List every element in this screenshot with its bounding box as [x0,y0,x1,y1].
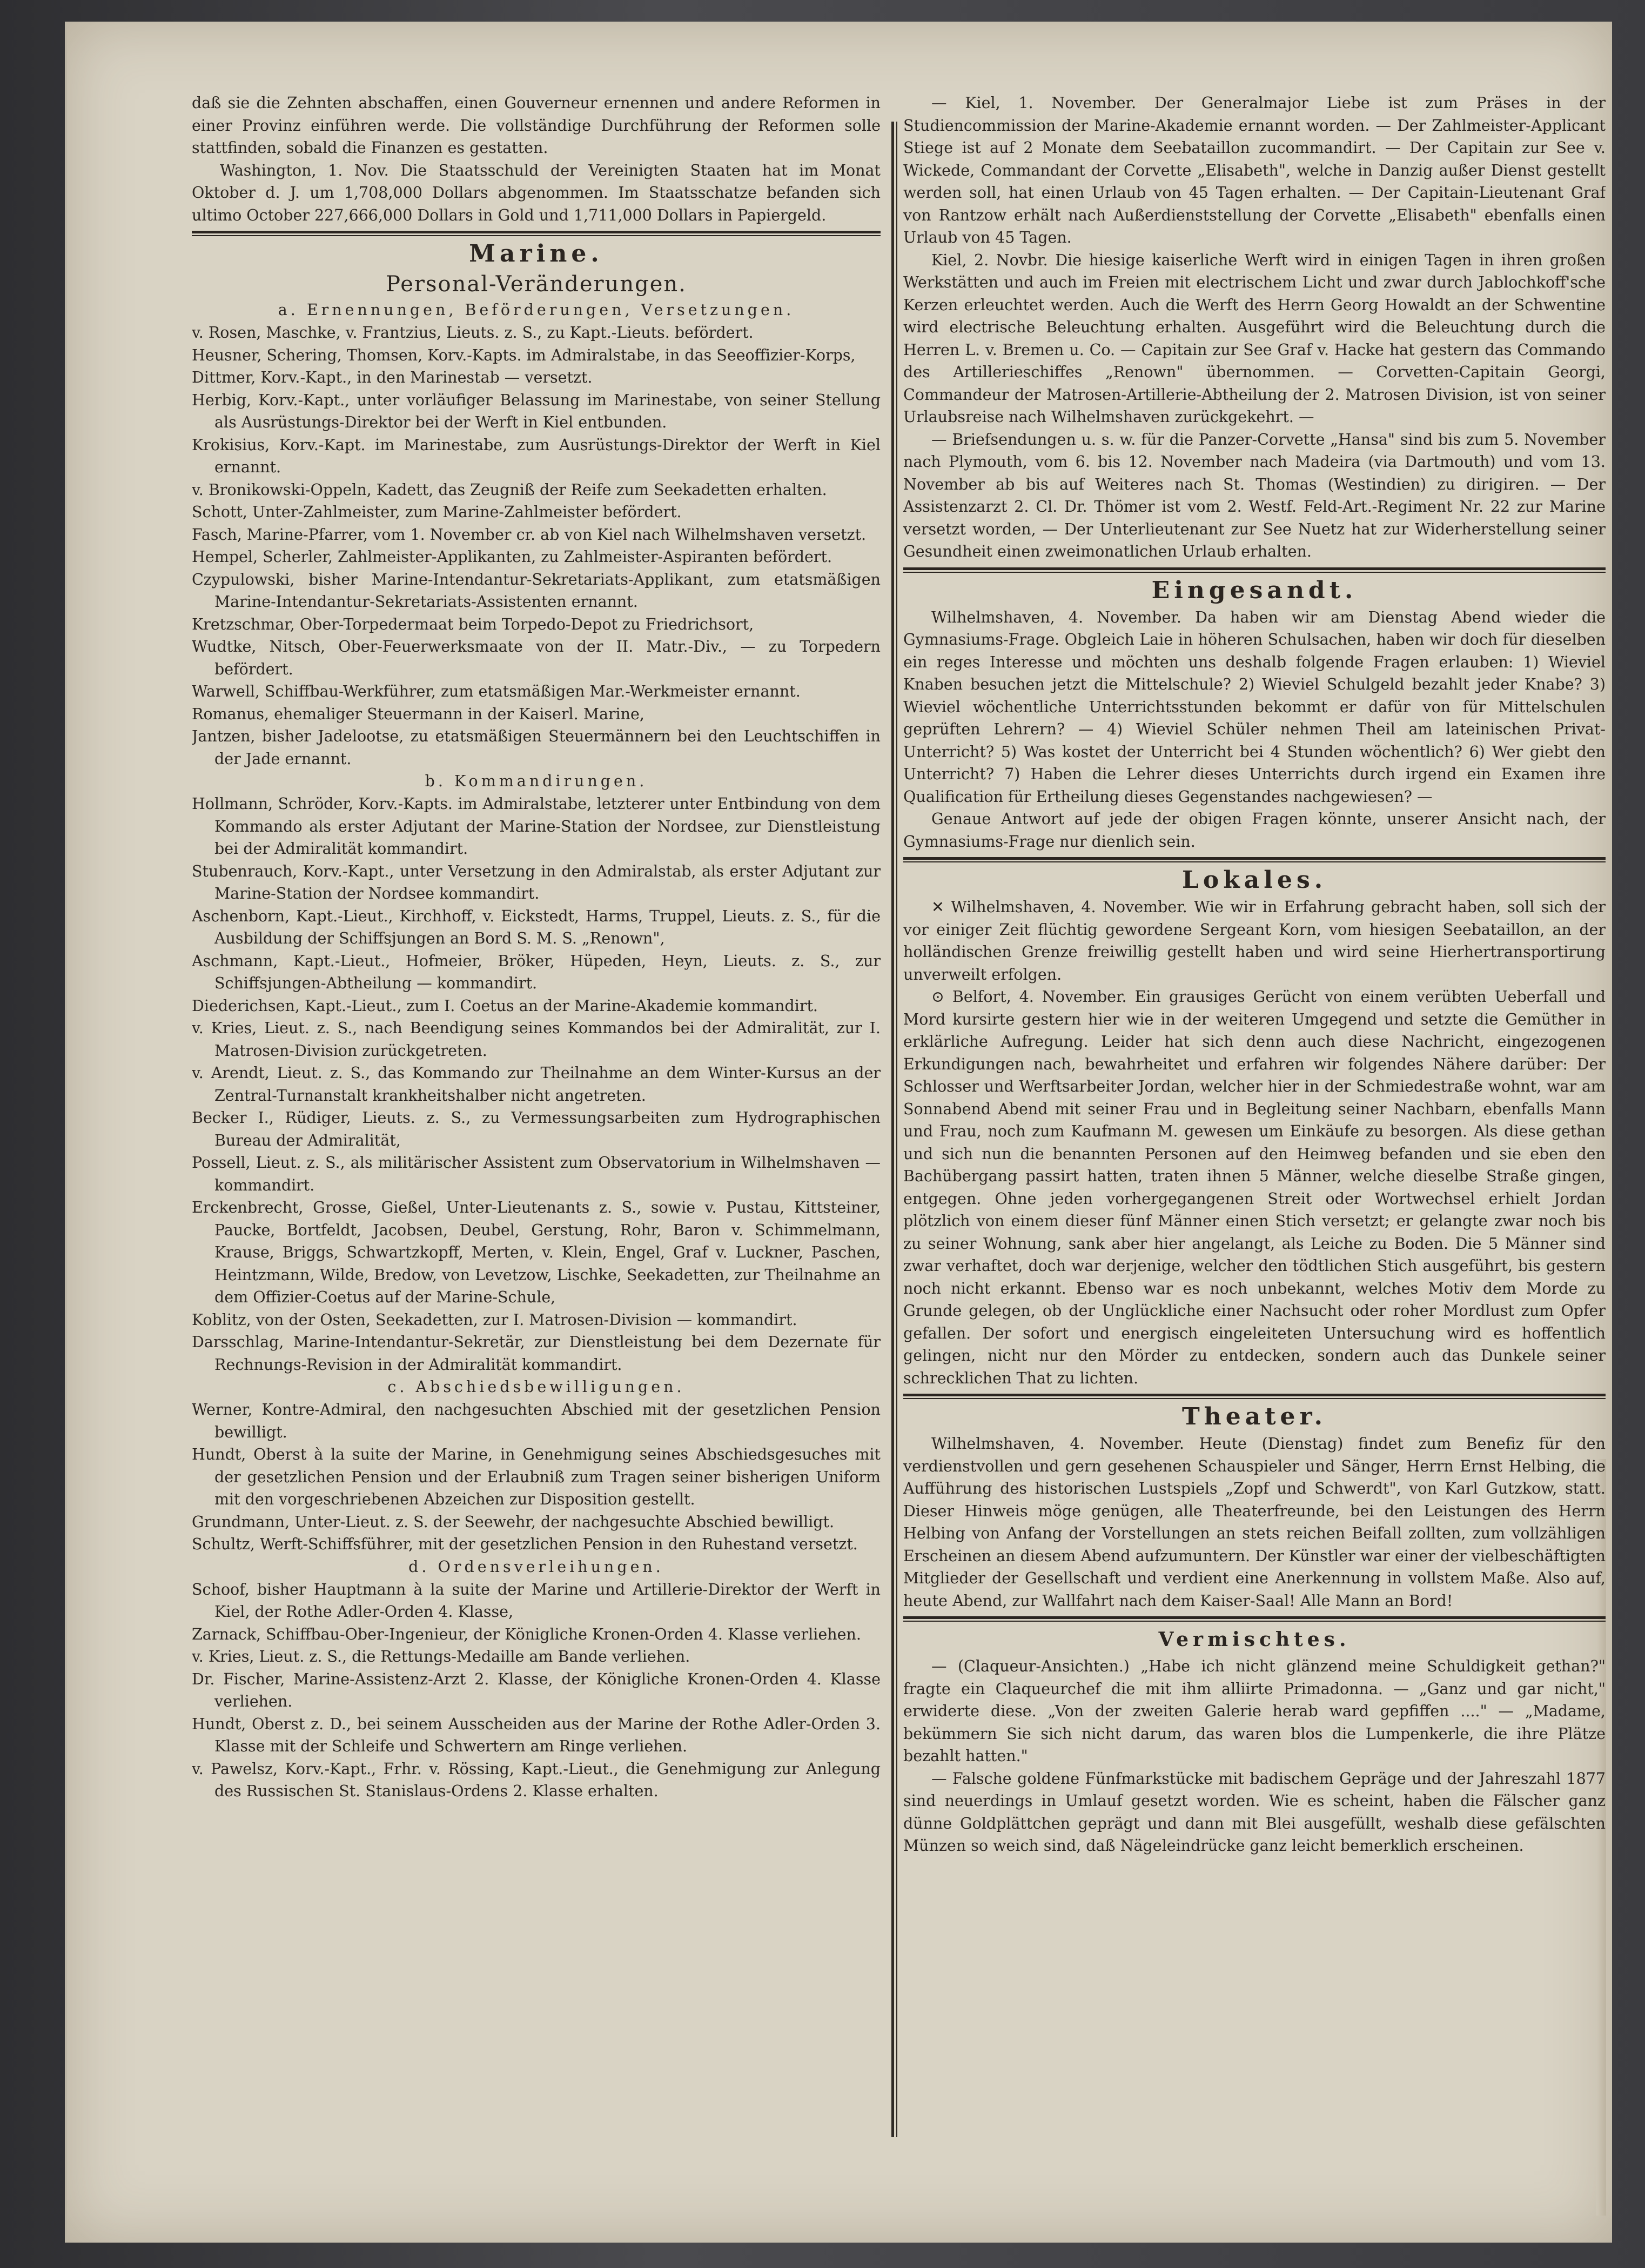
eingesandt-heading: Eingesandt. [1151,576,1358,604]
list-item: Possell, Lieut. z. S., als militärischer Assistent zum Observatorium in Wilhelmshaven — kommandirt. [192,1154,881,1194]
list-item: Zarnack, Schiffbau-Ober-Ingenieur, der Königliche Kronen-Orden 4. Klasse verliehen. [192,1625,861,1643]
vermischtes-paragraph-1: — (Claqueur-Ansichten.) „Habe ich nicht glänzend meine Schuldigkeit gethan?" fragte ein Claqueurchef die mit ihm alliirte Primadonna. — „Ganz und gar nicht," erwiderte diese. „Von der zweiten Galerie herab ward gepfiffen ...." — „Madame, bekümmern Sie sich nicht darum, das waren blos die Lumpenkerle, die ihre Plätze bezahlt hatten." [903,1657,1606,1765]
list-item: Diederichsen, Kapt.-Lieut., zum I. Coetus an der Marine-Akademie kommandirt. [192,996,818,1015]
subsection-d-heading: d. Ordensverleihungen. [408,1557,664,1576]
list-item: v. Kries, Lieut. z. S., nach Beendigung seines Kommandos bei der Admiralität, zur I. Matrosen-Division zurückgetreten. [192,1019,881,1060]
kiel-paragraph-1: — Kiel, 1. November. Der Generalmajor Liebe ist zum Präses in der Studiencommission der Marine-Akademie ernannt worden. — Der Zahlmeister-Applicant Stiege ist auf 2 Monate dem Seebataillon zucommandirt. — Der Capitain zur See v. Wickede, Commandant der Corvette „Elisabeth", welche in Danzig außer Dienst gestellt werden soll, hat einen Urlaub von 45 Tagen erhalten. — Der Capitain-Lieutenant Graf von Rantzow erhält nach Außerdienststellung der Corvette „Elisabeth" ebenfalls einen Urlaub von 45 Tagen. [903,94,1606,246]
list-a [192,322,881,770]
kiel-paragraph-2: Kiel, 2. Novbr. Die hiesige kaiserliche Werft wird in einigen Tagen in ihren großen Werkstätten und auch im Freien mit electrischem Licht und zwar durch Jablochkoff'sche Kerzen erleuchtet werden. Auch die Werft des Herrn Georg Howaldt an der Schwentine wird electrische Beleuchtung erhalten. Ausgeführt wird die Beleuchtung durch die Herren L. v. Bremen u. Co. — Capitain zur See Graf v. Hacke hat gestern das Commando des Artillerieschiffes „Renown" übernommen. — Corvetten-Capitain Georgi, Commandeur der Matrosen-Artillerie-Abtheilung der 2. Matrosen Division, ist von seiner Urlaubsreise nach Wilhelmshaven zurückgekehrt. — [903,251,1606,426]
list-item: Erckenbrecht, Grosse, Gießel, Unter-Lieutenants z. S., sowie v. Pustau, Kittsteiner, Paucke, Bortfeldt, Jacobsen, Deubel, Gerstung, Rohr, Baron v. Schimmelmann, Krause, Briggs, Schwartzkopff, Merten, v. Klein, Engel, Graf v. Luckner, Paschen, Heintzmann, Wilde, Bredow, von Levetzow, Lischke, Seekadetten, zur Theilnahme an dem Offizier-Coetus auf der Marine-Schule, [192,1199,881,1306]
right-column [903,92,1606,2145]
marine-heading: Marine. [469,240,603,267]
list-item: Becker I., Rüdiger, Lieuts. z. S., zu Vermessungsarbeiten zum Hydrographischen Bureau der Admiralität, [192,1109,881,1149]
list-c [192,1399,881,1556]
section-rule [192,231,881,236]
list-b [192,793,881,1376]
list-item: Werner, Kontre-Admiral, den nachgesuchten Abschied mit der gesetzlichen Pension bewilligt. [192,1401,881,1441]
list-item: Koblitz, von der Osten, Seekadetten, zur I. Matrosen-Division — kommandirt. [192,1310,797,1329]
list-item: Hollmann, Schröder, Korv.-Kapts. im Admiralstabe, letzterer unter Entbindung von dem Kommando als erster Adjutant der Marine-Station der Nordsee, zur Dienstleistung bei der Admiralität kommandirt. [192,795,881,858]
list-item: Wudtke, Nitsch, Ober-Feuerwerksmaate von der II. Matr.-Div., — zu Torpedern befördert. [192,638,881,678]
list-item: Romanus, ehemaliger Steuermann in der Kaiserl. Marine, [192,705,644,723]
left-column [192,92,881,2145]
list-item: Kretzschmar, Ober-Torpedermaat beim Torpedo-Depot zu Friedrichsort, [192,615,754,633]
section-rule [903,567,1606,573]
subsection-b-heading: b. Kommandirungen. [425,772,648,790]
section-rule [903,857,1606,862]
vermischtes-paragraph-2: — Falsche goldene Fünfmarkstücke mit badischem Gepräge und der Jahreszahl 1877 sind neuerdings in Umlauf gesetzt worden. Wie es scheint, haben die Fälscher ganz dünne Goldplättchen geprägt und dann mit Blei ausgefüllt, weshalb diese gefälschten Münzen so weich sind, daß Nägeleindrücke ganz leicht bemerklich erscheinen. [903,1769,1606,1855]
list-item: Dittmer, Korv.-Kapt., in den Marinestab — versetzt. [192,369,593,386]
subsection-a-heading: a. Ernennungen, Beförderungen, Versetzungen. [278,301,795,319]
list-item: Dr. Fischer, Marine-Assistenz-Arzt 2. Klasse, der Königliche Kronen-Orden 4. Klasse verliehen. [192,1670,881,1710]
intro-paragraph: daß sie die Zehnten abschaffen, einen Gouverneur ernennen und andere Reformen in einer Provinz einführen werde. Die vollständige Durchführung der Reformen solle stattfinden, sobald die Finanzen es gestatten. [192,94,881,157]
list-item: Grundmann, Unter-Lieut. z. S. der Seewehr, der nachgesuchte Abschied bewilligt. [192,1513,835,1531]
list-item: Herbig, Korv.-Kapt., unter vorläufiger Belassung im Marinestabe, von seiner Stellung als Ausrüstungs-Direktor bei der Werft in Kiel entbunden. [192,391,881,431]
list-item: Aschenborn, Kapt.-Lieut., Kirchhoff, v. Eickstedt, Harms, Truppel, Lieuts. z. S., für die Ausbildung der Schiffsjungen an Bord S. M. S. „Renown", [192,907,881,947]
column-divider [891,122,894,2137]
list-item: Heusner, Schering, Thomsen, Korv.-Kapts. im Admiralstabe, in das Seeoffizier-Korps, [192,346,856,364]
list-item: Schultz, Werft-Schiffsführer, mit der gesetzlichen Pension in den Ruhestand versetzt. [192,1535,858,1553]
list-item: Fasch, Marine-Pfarrer, vom 1. November cr. ab von Kiel nach Wilhelmshaven versetzt. [192,525,867,544]
subsection-c-heading: c. Abschiedsbewilligungen. [387,1378,685,1396]
section-rule [903,1616,1606,1622]
theater-paragraph: Wilhelmshaven, 4. November. Heute (Dienstag) findet zum Benefiz für den verdienstvollen und gern gesehenen Schauspieler und Sänger, Herrn Ernst Helbing, die Aufführung des historischen Lustspiels „Zopf und Schwerdt", von Karl Gutzkow, statt. Dieser Hinweis möge genügen, alle Theaterfreunde, bei den Leistungen des Herrn Helbing von Anfang der Vorstellungen an stets reichen Beifall zollten, zum vollzähligen Erscheinen an diesem Abend aufzumuntern. Der Künstler war einer der vielbeschäftigten Mitglieder der Gesellschaft und verdient eine Anerkennung in vollstem Maße. Also auf, heute Abend, zur Wallfahrt nach dem Kaiser-Saal! Alle Mann an Bord! [903,1435,1606,1610]
list-item: Darsschlag, Marine-Intendantur-Sekretär, zur Dienstleistung bei dem Dezernate für Rechnungs-Revision in der Admiralität kommandirt. [192,1333,881,1374]
briefsendungen-paragraph: — Briefsendungen u. s. w. für die Panzer-Corvette „Hansa" sind bis zum 5. November nach Plymouth, vom 6. bis 12. November nach Madeira (via Dartmouth) und vom 13. November ab bis auf Weiteres nach St. Thomas (Westindien) zu dirigiren. — Der Assistenzarzt 2. Cl. Dr. Thömer ist vom 2. Westf. Feld-Art.-Regiment Nr. 22 zur Marine versetzt worden, — Der Unterlieutenant zur See Nuetz hat zur Widerherstellung seiner Gesundheit einen zweimonatlichen Urlaub erhalten. [903,430,1606,560]
vermischtes-heading: Vermischtes. [1158,1628,1351,1651]
list-item: Schott, Unter-Zahlmeister, zum Marine-Zahlmeister befördert. [192,503,682,521]
list-item: Aschmann, Kapt.-Lieut., Hofmeier, Bröker, Hüpeden, Heyn, Lieuts. z. S., zur Schiffsjungen-Abtheilung — kommandirt. [192,952,881,992]
list-item: Czypulowski, bisher Marine-Intendantur-Sekretariats-Applikant, zum etatsmäßigen Marine-Intendantur-Sekretariats-Assistenten ernannt. [192,570,881,611]
washington-paragraph: Washington, 1. Nov. Die Staatsschuld der Vereinigten Staaten hat im Monat Oktober d. J. um 1,708,000 Dollars abgenommen. Im Staatsschatze befanden sich ultimo October 227,666,000 Dollars in Gold und 1,711,000 Dollars in Papiergeld. [192,161,881,224]
list-item: v. Pawelsz, Korv.-Kapt., Frhr. v. Rössing, Kapt.-Lieut., die Genehmigung zur Anlegung des Russischen St. Stanislaus-Ordens 2. Klasse erhalten. [192,1759,881,1800]
list-item: Stubenrauch, Korv.-Kapt., unter Versetzung in den Admiralstab, als erster Adjutant zur Marine-Station der Nordsee kommandirt. [192,862,881,902]
list-item: v. Bronikowski-Oppeln, Kadett, das Zeugniß der Reife zum Seekadetten erhalten. [192,480,827,499]
list-item: v. Kries, Lieut. z. S., die Rettungs-Medaille am Bande verliehen. [192,1648,690,1665]
list-item: Krokisius, Korv.-Kapt. im Marinestabe, zum Ausrüstungs-Direktor der Werft in Kiel ernannt. [192,436,881,476]
list-item: Warwell, Schiffbau-Werkführer, zum etatsmäßigen Mar.-Werkmeister ernannt. [192,683,801,700]
list-item: Hempel, Scherler, Zahlmeister-Applikanten, zu Zahlmeister-Aspiranten befördert. [192,548,832,566]
list-item: Hundt, Oberst z. D., bei seinem Ausscheiden aus der Marine der Rothe Adler-Orden 3. Klasse mit der Schleife und Schwertern am Ringe verliehen. [192,1715,881,1755]
eingesandt-paragraph-1: Wilhelmshaven, 4. November. Da haben wir am Dienstag Abend wieder die Gymnasiums-Frage. Obgleich Laie in höheren Schulsachen, haben wir doch für dieselben ein reges Interesse und möchten uns deshalb folgende Fragen erlauben: 1) Wieviel Knaben besuchen jetzt die Mittelschule? 2) Wieviel Schulgeld bezahlt jeder Knabe? 3) Wieviel wöchentliche Unterrichtsstunden bekommt er dafür von für Mittelschulen geprüften Lehrern? — 4) Wieviel Schüler nehmen Theil am lateinischen Privat-Unterricht? 5) Was kostet der Unterricht bei 4 Stunden wöchentlich? 6) Wer giebt den Unterricht? 7) Haben die Lehrer dieses Unterrichts durch irgend ein Examen ihre Qualification für Ertheilung dieses Gegenstandes nachgewiesen? — [903,608,1606,806]
list-item: Jantzen, bisher Jadelootse, zu etatsmäßigen Steuermännern bei den Leuchtschiffen in der Jade ernannt. [192,727,881,768]
list-item: Hundt, Oberst à la suite der Marine, in Genehmigung seines Abschiedsgesuches mit der gesetzlichen Pension und der Erlaubniß zum Tragen seiner bisherigen Uniform mit den vorgeschriebenen Abzeichen zur Disposition gestellt. [192,1446,881,1508]
column-divider-thin [896,122,897,2137]
theater-heading: Theater. [1181,1403,1327,1430]
lokales-paragraph-2: ⊙ Belfort, 4. November. Ein grausiges Gerücht von einem verübten Ueberfall und Mord kursirte gestern hier wie in der weiteren Umgegend und setzte die Gemüther in erklärliche Aufregung. Leider hat sich denn auch diese Nachricht, eingezogenen Erkundigungen nach, bewahrheitet und erfahren wir folgendes Nähere darüber: Der Schlosser und Werftsarbeiter Jordan, welcher hier in der Schmiedestraße wohnt, war am Sonnabend Abend mit seiner Frau und in Begleitung seiner Nachbarn, ebenfalls Mann und Frau, noch zum Kaufmann M. gewesen um Einkäufe zu besorgen. Als diese gethan und sich nun die benannten Personen auf den Heimweg befanden und sie eben den Bachübergang passirt hatten, traten ihnen 5 Männer, welche dieselbe Straße gingen, entgegen. Ohne jeden vorhergegangenen Streit oder Wortwechsel erhielt Jordan plötzlich von einem dieser fünf Männer einen Stich versetzt; er gelangte zwar noch bis zu seiner Wohnung, sank aber hier angelangt, als Leiche zu Boden. Die 5 Männer sind zwar verhaftet, doch war derjenige, welcher den tödtlichen Stich ausgeführt, bis gestern noch nicht erkannt. Ebenso war es noch unbekannt, welches Motiv dem Morde zu Grunde gelegen, ob der Unglückliche einer Nachsucht oder roher Mordlust zum Opfer gefallen. Der sofort und energisch eingeleiteten Untersuchung wird es hoffentlich gelingen, nicht nur den Mörder zu entdecken, sondern auch das Dunkele seiner schrecklichen That zu lichten. [903,988,1606,1387]
lokales-paragraph-1: ✕ Wilhelmshaven, 4. November. Wie wir in Erfahrung gebracht haben, soll sich der vor einiger Zeit flüchtig gewordene Sergeant Korn, vom hiesigen Seebataillon, an der holländischen Grenze freiwillig gestellt haben und wird seine Hierhertransportirung unverweilt erfolgen. [903,898,1606,984]
list-item: Schoof, bisher Hauptmann à la suite der Marine und Artillerie-Direktor der Werft in Kiel, der Rothe Adler-Orden 4. Klasse, [192,1580,881,1621]
list-d [192,1578,881,1803]
eingesandt-paragraph-2: Genaue Antwort auf jede der obigen Fragen könnte, unserer Ansicht nach, der Gymnasiums-Frage nur dienlich sein. [903,810,1606,851]
personal-heading: Personal-Veränderungen. [386,272,687,297]
list-item: v. Arendt, Lieut. z. S., das Kommando zur Theilnahme an dem Winter-Kursus an der Zentral-Turnanstalt krankheitshalber nicht angetreten. [192,1064,881,1105]
list-item: v. Rosen, Maschke, v. Frantzius, Lieuts. z. S., zu Kapt.-Lieuts. befördert. [192,324,754,342]
lokales-heading: Lokales. [1181,866,1327,894]
section-rule [903,1394,1606,1399]
